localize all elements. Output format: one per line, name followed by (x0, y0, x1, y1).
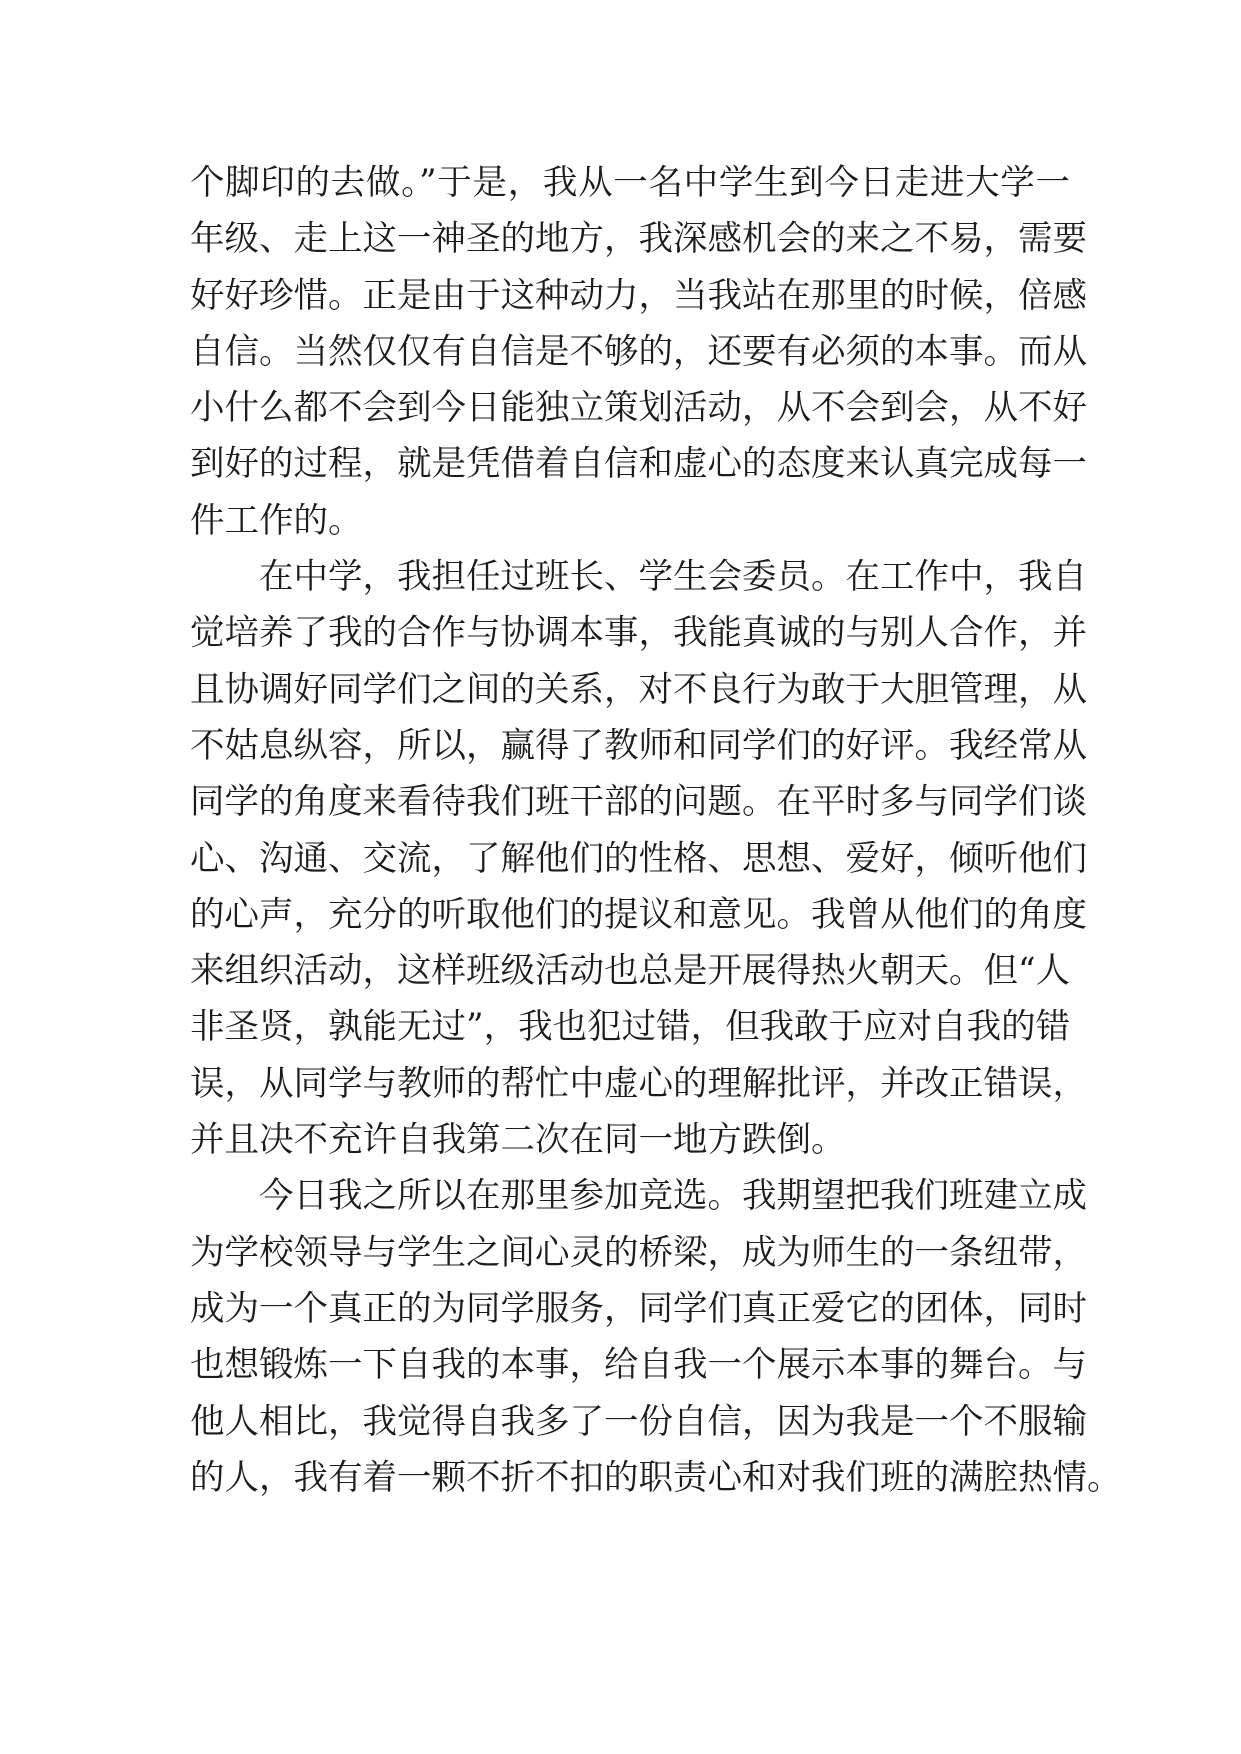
paragraph-1-line-4: 自信。当然仅仅有自信是不够的，还要有必须的本事。而从 (190, 331, 1087, 372)
paragraph-1-line-3: 好好珍惜。正是由于这种动力，当我站在那里的时候，倍感 (190, 275, 1087, 316)
paragraph-2-line-11: 并且决不充许自我第二次在同一地方跌倒。 (190, 1120, 846, 1161)
paragraph-3-line-1: 今日我之所以在那里参加竞选。我期望把我们班建立成 (259, 1176, 1087, 1217)
paragraph-3-line-3: 成为一个真正的为同学服务，同学们真正爱它的团体，同时 (190, 1288, 1087, 1329)
paragraph-1-line-7: 件工作的。 (190, 500, 363, 541)
paragraph-3-line-2: 为学校领导与学生之间心灵的桥梁，成为师生的一条纽带， (190, 1232, 1087, 1273)
paragraph-2-line-9: 非圣贤，孰能无过”，我也犯过错，但我敢于应对自我的错 (190, 1007, 1071, 1048)
paragraph-3-line-4: 也想锻炼一下自我的本事，给自我一个展示本事的舞台。与 (190, 1345, 1087, 1386)
paragraph-2-line-4: 不姑息纵容，所以，赢得了教师和同学们的好评。我经常从 (190, 725, 1087, 766)
paragraph-2-line-1: 在中学，我担任过班长、学生会委员。在工作中，我自 (259, 557, 1087, 598)
document-body (190, 155, 1122, 1506)
paragraph-2-line-6: 心、沟通、交流，了解他们的性格、思想、爱好，倾听他们 (190, 838, 1087, 879)
paragraph-2-line-8: 来组织活动，这样班级活动也总是开展得热火朝天。但“人 (190, 951, 1071, 992)
paragraph-2-line-7: 的心声，充分的听取他们的提议和意见。我曾从他们的角度 (190, 894, 1087, 935)
paragraph-2-line-3: 且协调好同学们之间的关系，对不良行为敢于大胆管理，从 (190, 669, 1087, 710)
paragraph-2-line-2: 觉培养了我的合作与协调本事，我能真诚的与别人合作，并 (190, 613, 1087, 654)
paragraph-2-line-10: 误，从同学与教师的帮忙中虚心的理解批评，并改正错误， (190, 1063, 1087, 1104)
paragraph-3-line-6: 的人，我有着一颗不折不扣的职责心和对我们班的满腔热情。 (190, 1457, 1122, 1498)
paragraph-2-line-5: 同学的角度来看待我们班干部的问题。在平时多与同学们谈 (190, 782, 1087, 823)
paragraph-1-line-5: 小什么都不会到今日能独立策划活动，从不会到会，从不好 (190, 388, 1087, 429)
paragraph-1-line-1: 个脚印的去做。”于是，我从一名中学生到今日走进大学一 (190, 163, 1070, 203)
paragraph-1-line-6: 到好的过程，就是凭借着自信和虚心的态度来认真完成每一 (190, 444, 1087, 485)
paragraph-3-line-5: 他人相比，我觉得自我多了一份自信，因为我是一个不服输 (190, 1401, 1087, 1442)
paragraph-1-line-2: 年级、走上这一神圣的地方，我深感机会的来之不易，需要 (190, 219, 1087, 260)
